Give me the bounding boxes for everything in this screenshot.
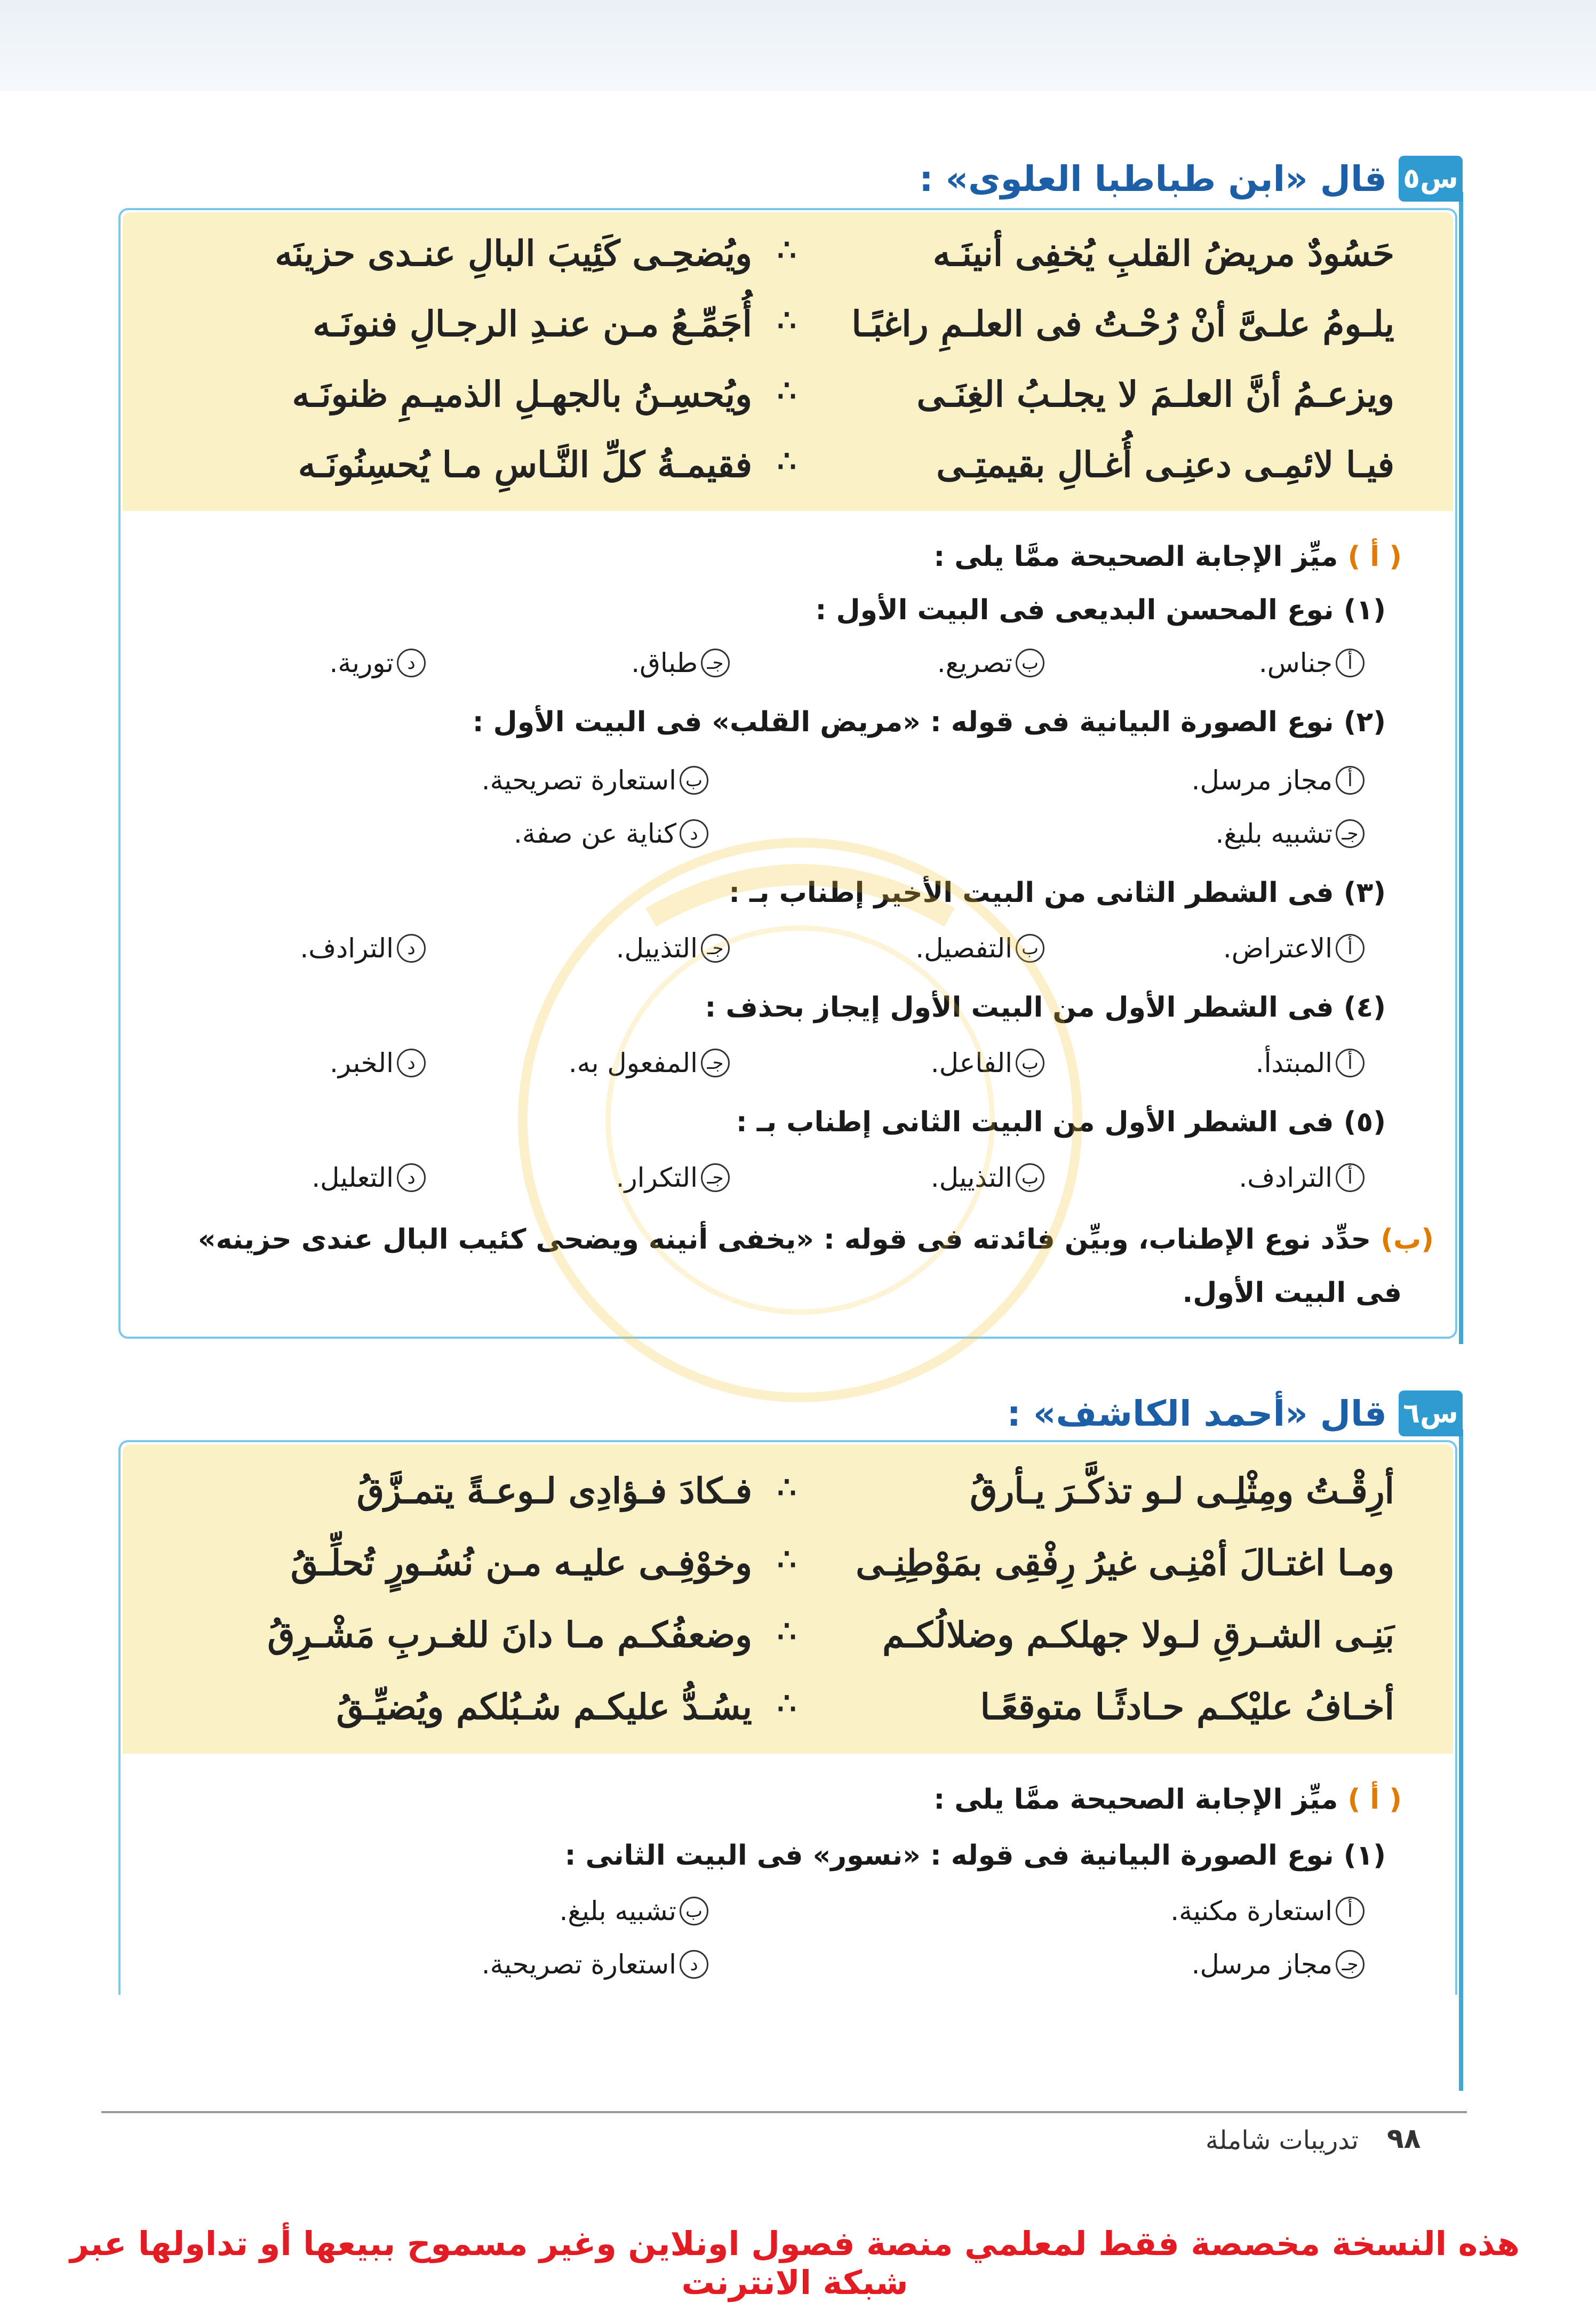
option-letter: ب [680,766,708,795]
option-text: التذييل. [930,1162,1012,1193]
verse-second-hemistich: أُجَمِّـعُ مـن عنـدِ الرجـالِ فنونَـه [313,303,752,345]
verse [123,1527,1453,1597]
option-letter: أ [1336,649,1364,677]
q6-panel [118,1440,1457,1995]
verse-first-hemistich: أرِقْـتُ ومِثْلِـى لـو تذكَّـرَ يـأرقُ [970,1470,1394,1512]
verse-second-hemistich: ويُضحِـى كَئِيبَ البالِ عنـدى حزينَه [275,233,752,274]
margin-rule [1459,192,1463,1344]
part-label: ( أ ) [1347,1784,1402,1816]
page-section-label: تدريبات شاملة [1206,2125,1359,2155]
page-number: ٩٨ [1387,2123,1421,2155]
option-text: تشبيه بليغ. [559,1896,676,1927]
option-letter: جـ [701,1163,730,1192]
option-text: التعليل. [312,1162,394,1193]
q5-part-a [933,541,1402,573]
option-letter: أ [1336,934,1364,963]
option[interactable] [937,648,1044,678]
option-letter: ب [1016,1049,1044,1077]
option[interactable] [569,1048,730,1078]
option[interactable] [300,933,426,964]
option-letter: د [397,1049,426,1077]
part-text: حدِّد نوع الإطناب، وبيِّن فائدته فى قوله : «يخفى أنينه ويضحى كئيب البال عندى حزينه» [198,1224,1371,1256]
option-text: استعارة تصريحية. [481,765,676,796]
verse [123,429,1453,499]
option[interactable] [1192,1949,1364,1980]
option[interactable] [1239,1162,1364,1193]
option-text: استعارة تصريحية. [481,1949,676,1980]
option-text: كناية عن صفة. [514,818,676,849]
option-text: مجاز مرسل. [1191,1949,1332,1980]
option-text: الترادف. [1239,1162,1332,1193]
option-letter: د [680,1950,708,1979]
question-item: (٣) فى الشطر الثانى من البيت الأخير إطناب بـ : [729,877,1386,909]
verse [123,1671,1453,1741]
q6-number-badge: س٦ [1399,1390,1463,1436]
option-letter: د [680,819,708,848]
option[interactable] [329,648,426,678]
option-letter: د [397,934,426,963]
option[interactable] [1259,648,1364,678]
verse-second-hemistich: فقيمـةُ كلِّ النَّـاسِ مـا يُحسِنُونَـه [298,444,752,485]
option-text: تصريع. [937,648,1012,678]
verse [123,1455,1453,1525]
option-letter: د [397,1163,426,1192]
question-item: (١) نوع المحسن البديعى فى البيت الأول : [815,594,1386,626]
part-text: ميِّز الإجابة الصحيحة ممَّا يلى : [933,541,1338,573]
option-letter: د [397,649,426,677]
option[interactable] [1216,818,1364,849]
verse-first-hemistich: أخـافُ عليْكـم حـادثًـا متوقعًـا [980,1686,1394,1728]
q5-title: قال «ابن طباطبا العلوى» : [919,158,1387,199]
part-text: ميِّز الإجابة الصحيحة ممَّا يلى : [933,1784,1338,1816]
option-text: الفاعل. [930,1048,1012,1078]
verse-first-hemistich: فيـا لائمِـى دعنِـى أُغـالِ بقيمتِـى [936,444,1394,485]
q5-number-badge: س٥ [1399,156,1463,202]
verse-second-hemistich: وخوْفِـى عليـه مـن نُسُـورٍ تُحلِّـقُ [290,1542,752,1584]
option-letter: جـ [701,1049,730,1077]
verse-second-hemistich: يسُـدُّ عليكـم سُـبُلكم ويُضيِّـقُ [336,1686,752,1728]
verse-first-hemistich: حَسُودٌ مريضُ القلبِ يُخفِى أنينَـه [932,233,1394,274]
verse-separator: ∴ [777,1614,796,1649]
option-letter: ب [1016,1163,1044,1192]
option-text: استعارة مكنية. [1170,1896,1332,1927]
verse [123,288,1453,358]
option-letter: أ [1336,1897,1364,1925]
option-text: التكرار. [616,1162,698,1193]
option[interactable] [616,933,730,964]
option-letter: جـ [1336,819,1364,848]
margin-rule [1459,1429,1463,2091]
option-text: الترادف. [300,933,394,964]
verse [123,1599,1453,1669]
option[interactable] [330,1048,426,1078]
option-letter: جـ [701,649,730,677]
q5-part-b [198,1224,1434,1256]
question-item: (١) نوع الصورة البيانية فى قوله : «نسور» فى البيت الثانى : [564,1840,1386,1872]
q5-part-b-cont: فى البيت الأول. [1182,1277,1402,1309]
option-letter: ب [680,1897,708,1925]
verse-separator: ∴ [777,444,796,479]
verse-second-hemistich: فـكادَ فـؤادِى لـوعـةً يتمـزَّقُ [356,1470,752,1512]
option[interactable] [1223,933,1364,964]
verse-first-hemistich: ومـا اغتـالَ أمْنِـى غيرُ رِفْقِى بمَوْطِنِـى [856,1542,1394,1584]
option[interactable] [312,1162,426,1193]
verse-second-hemistich: وضعفُكـم مـا دانَ للغـربِ مَشْـرِقُ [267,1614,752,1656]
option[interactable] [1256,1048,1364,1078]
option-text: تورية. [329,648,394,678]
option-letter: أ [1336,766,1364,795]
footer-rule [101,2111,1467,2113]
option[interactable] [1170,1896,1364,1927]
q6-title: قال «أحمد الكاشف» : [1007,1393,1387,1434]
option-text: الاعتراض. [1223,933,1332,964]
option-text: التذييل. [616,933,698,964]
option[interactable] [616,1162,730,1193]
q5-header [919,152,1463,205]
verse [123,358,1453,429]
verse-first-hemistich: يلـومُ علـىَّ أنْ رُحْـتُ فى العلـمِ راغبًـا [851,303,1394,345]
option[interactable] [514,818,708,849]
option[interactable] [1192,765,1364,796]
option[interactable] [931,1162,1044,1193]
question-item: (٢) نوع الصورة البيانية فى قوله : «مريض القلب» فى البيت الأول : [472,706,1386,738]
part-label: ( أ ) [1347,541,1402,573]
option-letter: أ [1336,1163,1364,1192]
copyright-notice: هذه النسخة مخصصة فقط لمعلمي منصة فصول اونلاين وغير مسموح ببيعها أو تداولها عبر شبكة الانترنت [70,2224,1520,2302]
verse-separator: ∴ [777,233,796,268]
verse-separator: ∴ [777,303,796,338]
option-text: المفعول به. [568,1048,698,1078]
option-letter: جـ [1336,1950,1364,1979]
option-text: المبتدأ. [1255,1048,1332,1078]
option[interactable] [931,1048,1044,1078]
option-text: التفصيل. [915,933,1012,964]
verse-first-hemistich: بَنِـى الشـرقِ لـولا جهلكـم وضلالُكـم [882,1614,1394,1656]
option[interactable] [482,1949,708,1980]
verse-separator: ∴ [777,373,796,409]
q6-header [1007,1387,1463,1440]
option-text: تشبيه بليغ. [1215,818,1332,849]
option-text: مجاز مرسل. [1191,765,1332,796]
q6-part-a [933,1784,1402,1816]
verse-separator: ∴ [777,1686,796,1721]
option[interactable] [560,1896,708,1927]
option[interactable] [915,933,1044,964]
verse [123,218,1453,288]
option-text: جناس. [1258,648,1332,678]
verse-separator: ∴ [777,1470,796,1505]
q5-panel [118,208,1457,1339]
option-letter: ب [1016,649,1044,677]
page-top-band [0,0,1596,91]
q5-poem [123,212,1453,511]
option-text: طباق. [631,648,698,678]
verse-separator: ∴ [777,1542,796,1577]
verse-second-hemistich: ويُحسِـنُ بالجهـلِ الذميـمِ ظنونَـه [292,373,752,415]
option-letter: أ [1336,1049,1364,1077]
option-text: الخبر. [330,1048,394,1078]
option[interactable] [631,648,730,678]
option-letter: ب [1016,934,1044,963]
option-letter: جـ [701,934,730,963]
option[interactable] [482,765,708,796]
part-label: (ب) [1380,1224,1434,1256]
question-item: (٥) فى الشطر الأول من البيت الثانى إطناب بـ : [736,1106,1386,1138]
verse-first-hemistich: ويزعـمُ أنَّ العلـمَ لا يجلـبُ الغِنَـى [916,373,1394,415]
question-item: (٤) فى الشطر الأول من البيت الأول إيجاز بحذف : [705,992,1386,1024]
q6-poem [123,1444,1453,1754]
